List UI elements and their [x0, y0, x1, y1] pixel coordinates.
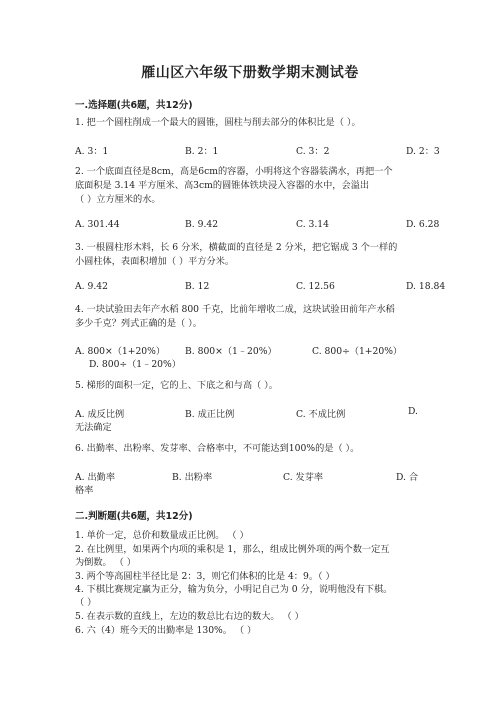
question-4-option-a: A. 800×（1+20%）: [75, 346, 166, 357]
question-4-option-d: D. 800÷（1﹣20%）: [89, 359, 181, 370]
question-6-text: 6. 出勤率、出粉率、发芽率、合格率中，不可能达到100%的是（ ）。: [75, 443, 360, 454]
question-2-line-1: 2. 一个底面直径是8cm，高是6cm的容器，小明将这个容器装满水，再把一个: [75, 166, 393, 177]
question-5-option-b: B. 成正比例: [185, 409, 235, 420]
question-2-option-d: D. 6.28: [406, 219, 440, 230]
page-title: 雁山区六年级下册数学期末测试卷: [141, 65, 359, 81]
judgement-line-1: 1. 单价一定，总价和数量成正比例。 （ ）: [75, 530, 249, 541]
question-6-option-c: C. 发芽率: [283, 472, 324, 483]
question-2-line-3: （ ）立方厘米的水。: [75, 194, 161, 205]
question-3-option-b: B. 12: [185, 281, 210, 292]
question-1-option-a: A. 3：1: [75, 146, 109, 157]
judgement-line-6: （ ）: [75, 597, 97, 608]
question-1-text: 1. 把一个圆柱削成一个最大的圆锥，圆柱与削去部分的体积比是（ ）。: [75, 117, 361, 128]
question-6-option-d-text: 格率: [75, 485, 94, 496]
question-2-option-a: A. 301.44: [75, 219, 120, 230]
judgement-line-4: 3. 两个等高圆柱半径比是 2：3，则它们体积的比是 4：9。（ ）: [75, 571, 335, 582]
question-4-line-2: 多少千克？列式正确的是（ ）。: [75, 318, 202, 329]
question-2-option-c: C. 3.14: [296, 219, 329, 230]
section-heading-judgement: 二.判断题(共6题，共12分): [75, 511, 193, 522]
question-6-option-d-label: D. 合: [396, 472, 419, 483]
question-5-option-a: A. 成反比例: [75, 409, 125, 420]
section-heading-choice: 一.选择题(共6题，共12分): [75, 100, 193, 111]
question-5-option-c: C. 不成比例: [296, 409, 346, 420]
judgement-line-8: 6. 六（4）班今天的出勤率是 130%。 （ ）: [75, 625, 257, 636]
question-6-option-a: A. 出勤率: [75, 472, 116, 483]
question-4-line-1: 4. 一块试验田去年产水稻 800 千克，比前年增收二成，这块试验田前年产水稻: [75, 304, 395, 315]
question-3-line-1: 3. 一根圆柱形木料，长 6 分米，横截面的直径是 2 分米，把它锯成 3 个一样的: [75, 242, 398, 253]
question-2-option-b: B. 9.42: [185, 219, 219, 230]
question-1-option-c: C. 3：2: [296, 146, 330, 157]
question-4-option-c: C. 800÷（1+20%）: [312, 346, 403, 357]
question-2-line-2: 底面积是 3.14 平方厘米、高3cm的圆锥体铁块浸入容器的水中，会溢出: [75, 180, 370, 191]
question-5-option-d-text: 无法确定: [75, 422, 112, 433]
question-1-option-b: B. 2：1: [185, 146, 219, 157]
judgement-line-7: 5. 在表示数的直线上，左边的数总比右边的数大。 （ ）: [75, 611, 304, 622]
judgement-line-3: 为倒数。 （ ）: [75, 557, 136, 568]
question-3-option-c: C. 12.56: [296, 281, 335, 292]
question-4-option-b: B. 800×（1﹣20%）: [185, 346, 277, 357]
question-5-text: 5. 梯形的面积一定，它的上、下底之和与高（ ）。: [75, 380, 278, 391]
question-3-line-2: 小圆柱体，表面积增加（ ）平方分米。: [75, 256, 235, 267]
question-1-option-d: D. 2：3: [406, 146, 440, 157]
question-3-option-d: D. 18.84: [406, 281, 446, 292]
judgement-line-5: 4. 下棋比赛规定赢为正分，输为负分，小明记自己为 0 分，说明他没有下棋。: [75, 584, 393, 595]
question-5-option-d-label: D.: [408, 406, 418, 417]
question-3-option-a: A. 9.42: [75, 281, 108, 292]
question-6-option-b: B. 出粉率: [172, 472, 213, 483]
judgement-line-2: 2. 在比例里，如果两个内项的乘积是 1，那么，组成比例外项的两个数一定互: [75, 544, 390, 555]
